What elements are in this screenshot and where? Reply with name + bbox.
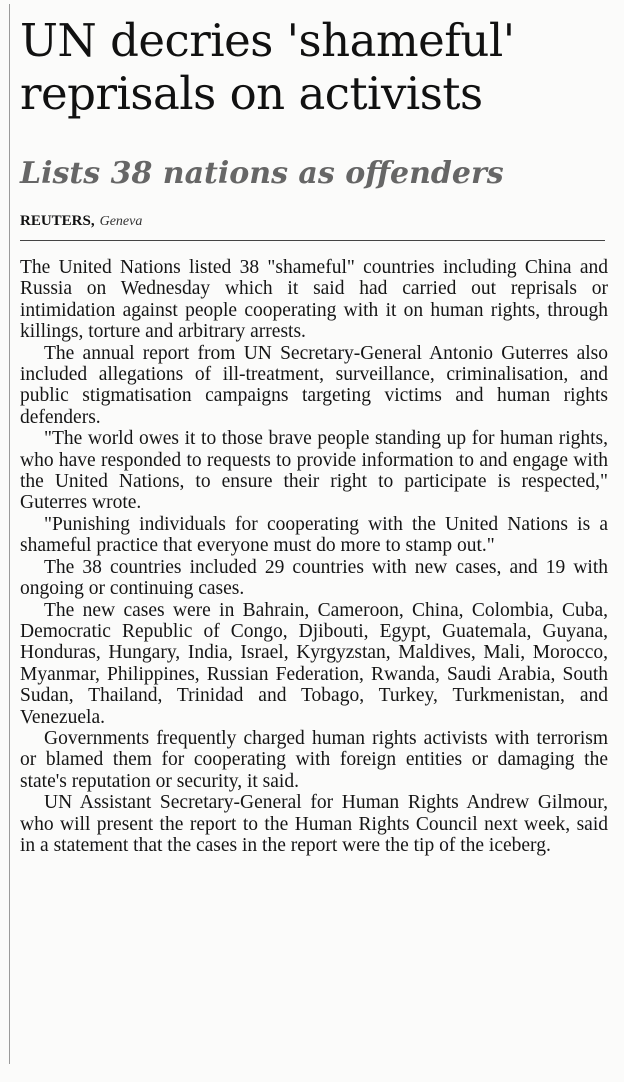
- paragraph-6: The new cases were in Bahrain, Cameroon, China, Colombia, Cuba, Democratic Republic of Congo, Djibouti, Egypt, Guatemala, Guyana, Honduras, Hungary, India, Israel, Kyrgyzstan, Maldives, Mali, Morocco, Myanmar, Philippines, Russian Federation, Rwanda, Saudi Arabia, South Sudan, Thailand, Trinidad and Tobago, Turkey, Turkmenistan, and Venezuela.: [20, 599, 608, 728]
- paragraph-4: "Punishing individuals for cooperating with the United Nations is a shameful practice that everyone must do more to stamp out.": [20, 513, 608, 557]
- byline: [20, 212, 142, 231]
- subheadline: Lists 38 nations as offenders: [20, 156, 504, 191]
- article-body: [20, 257, 608, 856]
- paragraph-2: The annual report from UN Secretary-General Antonio Guterres also included allegations of ill-treatment, surveillance, criminalisation, and public stigmatisation campaigns targeting victims and human rights defenders.: [20, 342, 608, 428]
- byline-agency: REUTERS,: [20, 213, 95, 229]
- byline-divider: [20, 240, 605, 241]
- paragraph-3: "The world owes it to those brave people standing up for human rights, who have responded to requests to provide information to and engage with the United Nations, to ensure their right to participate is respected," Guterres wrote.: [20, 428, 608, 514]
- headline: UN decries 'shameful' reprisals on activists: [20, 14, 515, 120]
- paragraph-1: The United Nations listed 38 "shameful" countries including China and Russia on Wednesday which it said had carried out reprisals or intimidation against people cooperating with it on human rights, through killings, torture and arbitrary arrests.: [20, 257, 608, 343]
- paragraph-7: Governments frequently charged human rights activists with terrorism or blamed them for cooperating with foreign entities or damaging the state's reputation or security, it said.: [20, 727, 608, 792]
- paragraph-5: The 38 countries included 29 countries with new cases, and 19 with ongoing or continuing cases.: [20, 556, 608, 600]
- byline-location: Geneva: [99, 214, 143, 229]
- paragraph-8: UN Assistant Secretary-General for Human Rights Andrew Gilmour, who will present the report to the Human Rights Council next week, said in a statement that the cases in the report were the tip of the iceberg.: [20, 792, 608, 856]
- column-rule: [9, 4, 10, 1064]
